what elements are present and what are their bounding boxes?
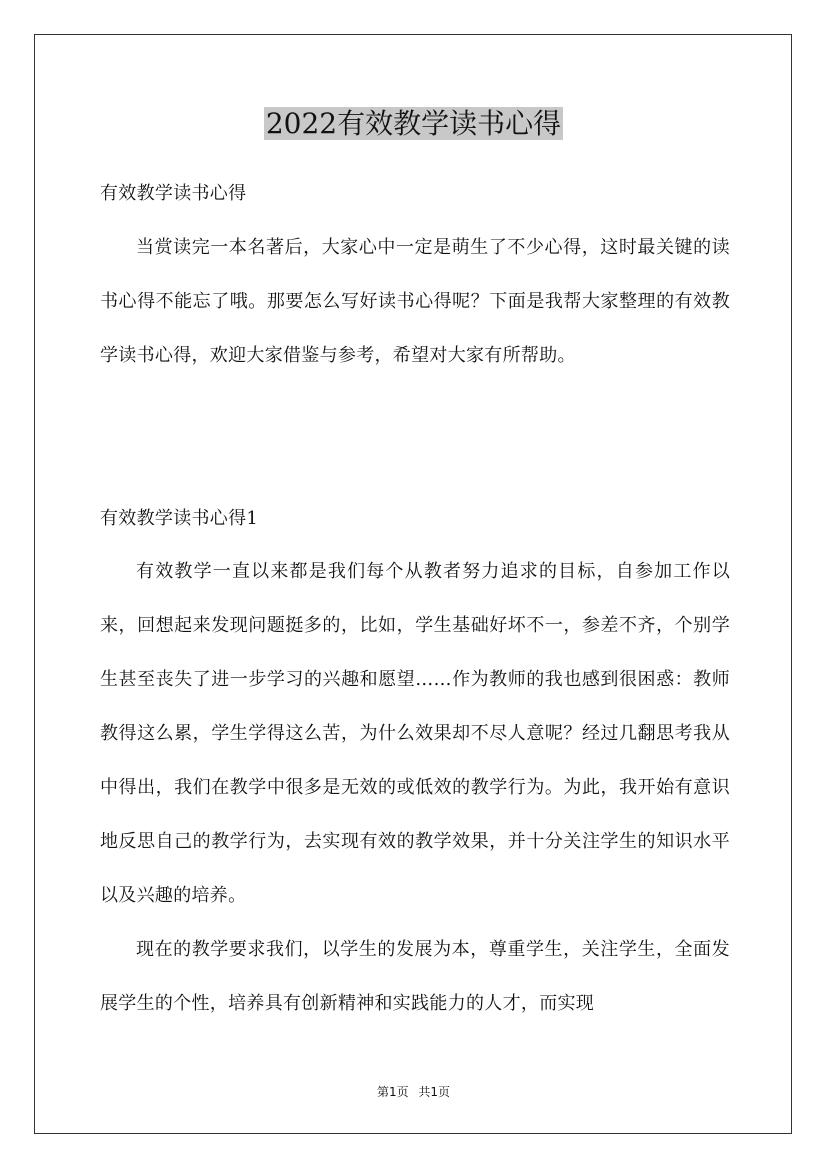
paragraph-1: 有效教学一直以来都是我们每个从教者努力追求的目标，自参加工作以来，回想起来发现问题挺多的，比如，学生基础好坏不一，参差不齐，个别学生甚至丧失了进一步学习的兴趣和愿望……作为教师的我也感到很困惑：教师教得这么累，学生学得这么苦，为什么效果却不尽人意呢？经过几翻思考我从中得出，我们在教学中很多是无效的或低效的教学行为。为此，我开始有意识地反思自己的教学行为，去实现有效的教学效果，并十分关注学生的知识水平以及兴趣的培养。 (100, 561, 730, 906)
intro-paragraph: 当赏读完一本名著后，大家心中一定是萌生了不少心得，这时最关键的读书心得不能忘了哦。那要怎么写好读书心得呢？下面是我帮大家整理的有效教学读书心得，欢迎大家借鉴与参考，希望对大家有所帮助。 (100, 237, 730, 366)
paragraph-2: 现在的教学要求我们，以学生的发展为本，尊重学生，关注学生，全面发展学生的个性，培养具有创新精神和实践能力的人才，而实现 (100, 939, 730, 1014)
page-total: 共1页 (418, 1085, 451, 1099)
subheading-1: 有效教学读书心得1 (100, 508, 259, 529)
document-title (0, 104, 827, 144)
page-number: 第1页 (376, 1085, 409, 1099)
section-heading: 有效教学读书心得 (100, 183, 247, 204)
page-footer (0, 1084, 827, 1100)
document-title-text: 2022有效教学读书心得 (265, 107, 562, 140)
